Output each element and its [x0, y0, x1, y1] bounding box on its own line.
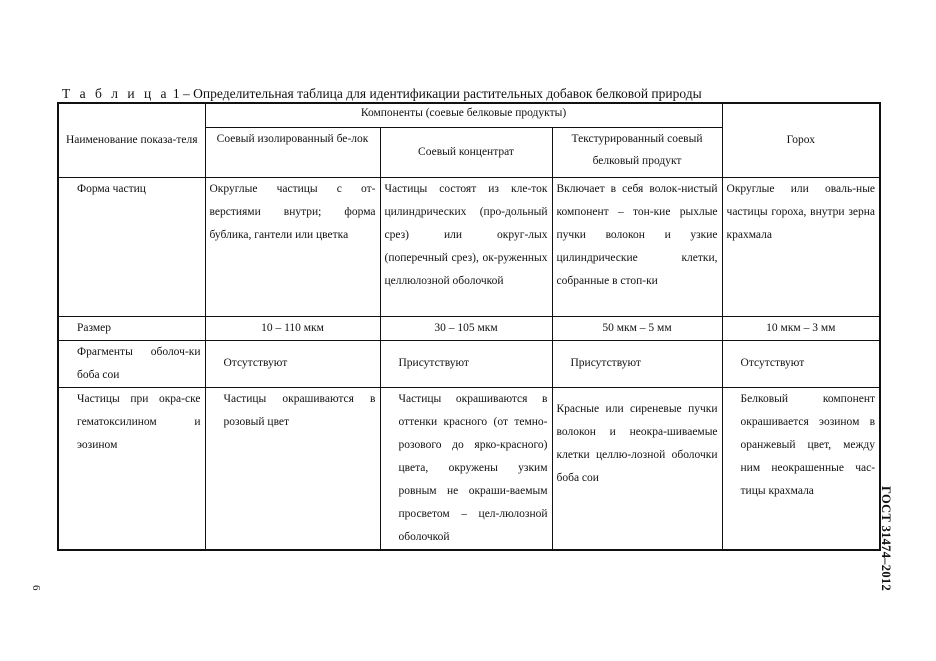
header-row-1	[58, 103, 880, 127]
header-col3	[552, 127, 722, 177]
table-row-size	[58, 316, 880, 340]
header-col4	[722, 103, 880, 177]
identification-table	[57, 102, 879, 551]
cell-text: 10 мкм – 3 мм	[766, 321, 836, 334]
cell	[722, 387, 880, 550]
cell	[380, 177, 552, 316]
cell-text: Отсутствуют	[223, 357, 288, 369]
header-indicator-text: Наименование показа-теля	[65, 134, 198, 147]
cell	[552, 340, 722, 387]
cell	[722, 177, 880, 316]
cell	[205, 177, 380, 316]
header-col3-text: Текстурированный соевый белковый продукт	[571, 132, 703, 167]
header-col2	[380, 127, 552, 177]
cell-text: Округлые частицы с от-верстиями внутри; форма бублика, гантели или цветка	[209, 182, 376, 241]
row-name	[58, 387, 205, 550]
row-name	[58, 177, 205, 316]
header-group-text: Компоненты (соевые белковые продукты)	[360, 107, 567, 119]
cell-text: Частицы окрашиваются в оттенки красного (от темно-розового до ярко-красного) цвета, окружены узким ровным не окраши-ваемым просветом – цел-люлозной оболочкой	[398, 392, 548, 543]
table-row-fragments	[58, 340, 880, 387]
caption-number: 1	[169, 86, 180, 101]
cell-text: Включает в себя волок-нистый компонент – тон-кие рыхлые пучки волокон и узкие цилиндрические клетки, собранные в стоп-ки	[556, 182, 718, 287]
standard-designation: ГОСТ 31474–2012	[879, 486, 893, 592]
row-name	[58, 340, 205, 387]
row-name-text: Фрагменты оболоч-ки боба сои	[77, 345, 201, 381]
cell-text: Красные или сиреневые пучки волокон и неокра-шиваемые клетки целлю-лозной оболочки боба сои	[556, 402, 718, 484]
table-caption	[62, 86, 702, 102]
cell	[380, 316, 552, 340]
header-col2-text: Соевый концентрат	[418, 146, 514, 158]
cell-text: Частицы окрашиваются в розовый цвет	[223, 392, 376, 428]
row-name-text: Размер	[77, 321, 112, 334]
cell-text: 50 мкм – 5 мм	[602, 321, 672, 334]
cell	[552, 387, 722, 550]
cell-text: 10 – 110 мкм	[261, 321, 324, 334]
cell-text: Белковый компонент окрашивается эозином в оранжевый цвет, между ним неокрашенные час-тицы крахмала	[740, 392, 876, 497]
cell	[380, 387, 552, 550]
header-col4-text: Горох	[786, 134, 815, 147]
cell	[722, 340, 880, 387]
cell	[552, 177, 722, 316]
row-name-text: Форма частиц	[77, 182, 146, 195]
header-col1	[205, 127, 380, 177]
caption-text: – Определительная таблица для идентификации растительных добавок белковой природы	[179, 86, 702, 101]
cell-text: Отсутствуют	[740, 357, 805, 369]
cell	[722, 316, 880, 340]
header-col1-text: Соевый изолированный бе-лок	[216, 132, 369, 145]
row-name-text: Частицы при окра-ске гематоксилином и эозином	[77, 392, 201, 451]
cell	[205, 387, 380, 550]
caption-prefix: Т а б л и ц а	[62, 86, 170, 101]
cell-text: Присутствуют	[570, 357, 641, 369]
cell	[380, 340, 552, 387]
cell	[552, 316, 722, 340]
cell	[205, 316, 380, 340]
cell-text: Округлые или оваль-ные частицы гороха, внутри зерна крахмала	[726, 182, 876, 241]
row-name	[58, 316, 205, 340]
header-group	[205, 103, 722, 127]
cell-text: Присутствуют	[398, 357, 469, 369]
table-row-particle-shape	[58, 177, 880, 316]
header-indicator	[58, 103, 205, 177]
table-row-staining	[58, 387, 880, 550]
cell-text: 30 – 105 мкм	[434, 321, 498, 334]
cell-text: Частицы состоят из кле-ток цилиндрических (про-дольный срез) или округ-лых (поперечный срез), ок-руженных целлюлозной оболочкой	[384, 182, 548, 287]
cell	[205, 340, 380, 387]
page-number: 6	[30, 585, 42, 591]
